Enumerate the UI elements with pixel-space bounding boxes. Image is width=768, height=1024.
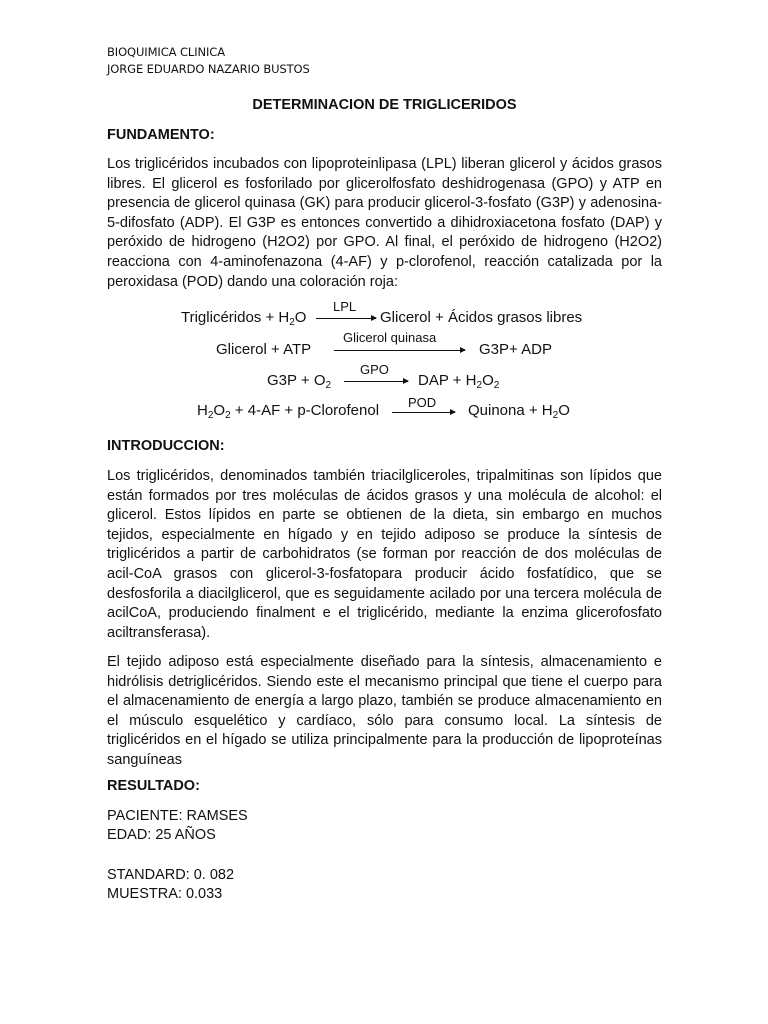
result-sample: MUESTRA: 0.033 [107,886,223,902]
document-header [107,44,662,78]
introduccion-paragraph-1: Los triglicéridos, denominados también triacilgliceroles, tripalmitinas son lípidos que están formados por tres moléculas de ácidos grasos y una molécula de alcohol: el glicerol. Estos lípidos en parte se obtienen de la dieta, sin embargo en muchos tejidos, especialmente en hígado y en tejido adiposo se produce la síntesis de triglicéridos a partir de carbohidratos (se forman por reacción de dos moléculas de acil-CoA grasos con glicerol-3-fosfatopara producir ácido fosfatídico, que se desfosforila a diacilglicerol, que es seguidamente acilado por una tercera molécula de acilCoA, produciendo finalment e el triglicérido, mediante la enzima glicerofosfato aciltransferasa). [107,468,662,641]
reaction-3-reactants: $G3P + O_2$ [267,372,332,391]
reaction-4-enzyme: POD [408,395,437,410]
reaction-3-arrow [344,381,408,382]
result-patient: PACIENTE: RAMSES [107,808,248,824]
document-page [107,0,662,1024]
introduccion-paragraph-2: El tejido adiposo está especialmente diseñado para la síntesis, almacenamiento e hidrólisis detriglicéridos. Siendo este el mecanismo principal que tiene el cuerpo para el almacenamiento de energía a largo plazo, también se produce almacenamiento en el músculo esquelético y cardíaco, sólo para consumo local. La síntesis de triglicéridos en el hígado se utiliza principalmente para la producción de lipoproteínas sanguíneas [107,654,662,768]
reaction-2-reactants: Glicerol + ATP [216,341,312,358]
reaction-3-enzyme: GPO [360,362,389,377]
reaction-1-arrow [316,318,376,319]
reaction-4-products: Quinona + $H_2O$ [468,402,570,421]
resultado-heading: RESULTADO: [107,778,200,794]
reaction-1-reactants: Triglicéridos + $H_2O$ [181,309,307,328]
reaction-equations [107,300,662,430]
fundamento-heading: FUNDAMENTO: [107,127,215,143]
result-standard: STANDARD: 0. 082 [107,867,235,883]
reaction-2-products: G3P+ ADP [479,341,552,358]
reaction-2-arrow [334,350,465,351]
reaction-4-reactants: $H_2O_2 + 4-AF$ + p-Clorofenol [197,402,380,421]
header-author: JORGE EDUARDO NAZARIO BUSTOS [107,62,310,76]
reaction-2-enzyme: Glicerol quinasa [343,330,437,345]
reaction-1-enzyme: LPL [333,299,357,314]
result-age: EDAD: 25 AÑOS [107,827,216,843]
header-course: BIOQUIMICA CLINICA [107,45,225,59]
page-title: DETERMINACION DE TRIGLICERIDOS [252,97,517,113]
reaction-3-products: DAP + $H_2O_2$ [418,372,500,391]
introduccion-heading: INTRODUCCION: [107,438,225,454]
reaction-4-arrow [392,412,455,413]
fundamento-paragraph: Los triglicéridos incubados con lipoproteinlipasa (LPL) liberan glicerol y ácidos grasos libres. El glicerol es fosforilado por glicerolfosfato deshidrogenasa (GPO) y ATP en presencia de glicerol quinasa (GK) para producir glicerol-3-fosfato (G3P) y adenosina-5-difosfato (ADP). El G3P es entonces convertido a dihidroxiacetona fosfato (DAP) y peróxido de hidrogeno (H2O2) por GPO. Al final, el peróxido de hidrogeno (H2O2) reacciona con 4-aminofenazona (4-AF) y p-clorofenol, reacción catalizada por la peroxidasa (POD) dando una coloración roja: [107,156,662,290]
reaction-1-products: Glicerol + Ácidos grasos libres [380,309,583,326]
